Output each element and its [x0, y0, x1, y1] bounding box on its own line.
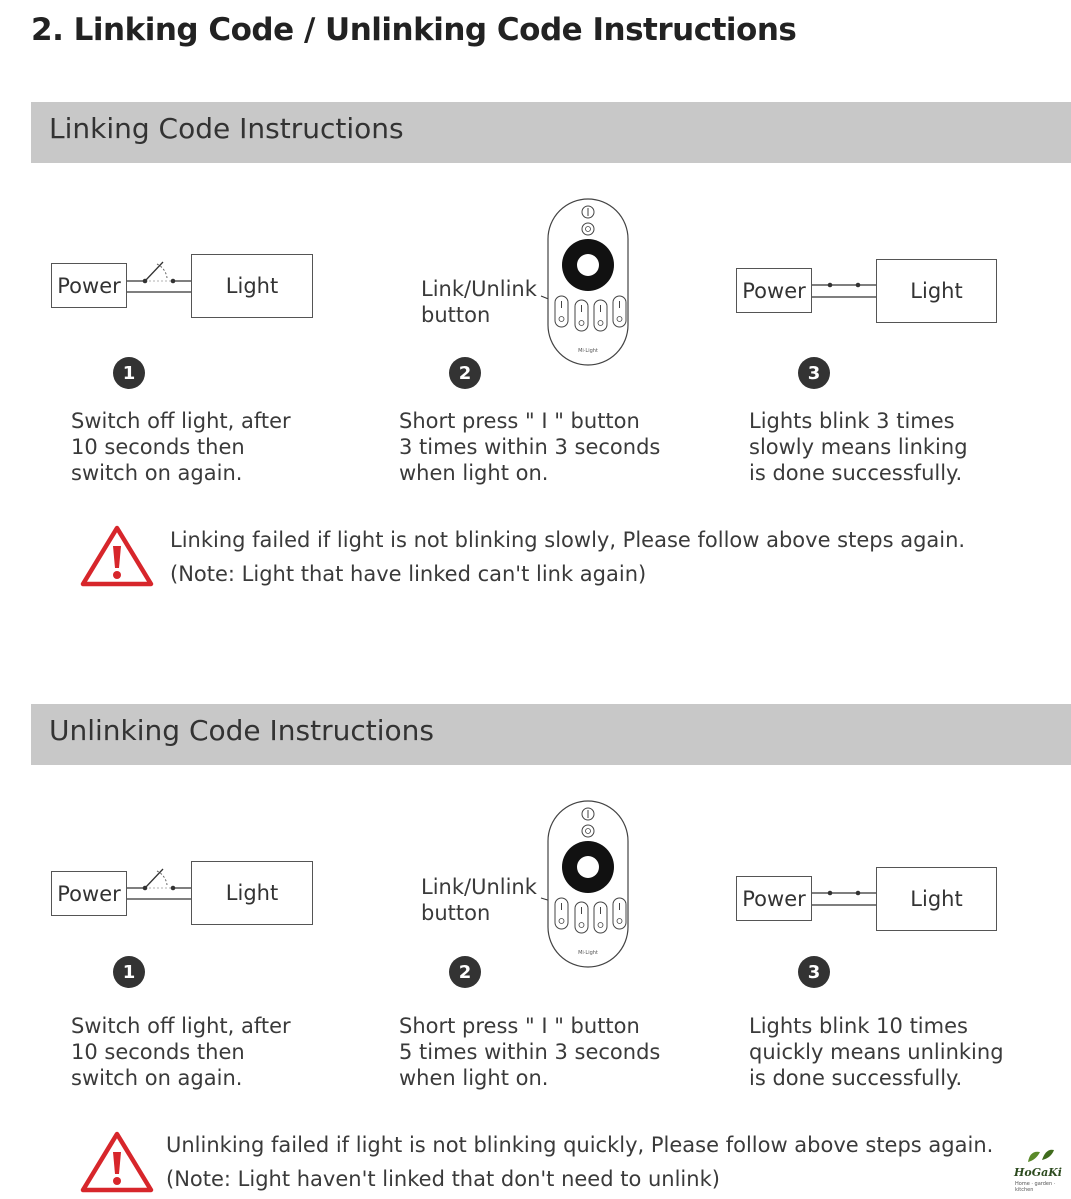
step-number: 2	[449, 956, 481, 988]
power-box: Power	[51, 263, 127, 308]
warning-line: Unlinking failed if light is not blinking quickly, Please follow above steps again.	[166, 1133, 994, 1157]
closed-circuit-icon	[812, 275, 878, 305]
step-number: 3	[798, 357, 830, 389]
warning-message	[170, 523, 965, 591]
remote-brand: Mi·Light	[578, 348, 598, 354]
warning-icon	[80, 1130, 154, 1194]
link-unlink-label: Link/Unlink button	[421, 875, 537, 925]
light-box: Light	[876, 867, 997, 931]
step-number: 1	[113, 956, 145, 988]
step-text: Switch off light, after 10 seconds then switch on again.	[71, 409, 291, 485]
step-text: Lights blink 10 times quickly means unlinking is done successfully.	[749, 1014, 1004, 1090]
warning-icon	[80, 524, 154, 588]
step-text: Lights blink 3 times slowly means linking is done successfully.	[749, 409, 968, 485]
remote-control-icon	[515, 196, 635, 370]
light-box: Light	[876, 259, 997, 323]
power-box: Power	[51, 871, 127, 916]
unlinking-section-banner	[31, 704, 1071, 765]
step-number: 3	[798, 956, 830, 988]
warning-note: (Note: Light haven't linked that don't need to unlink)	[166, 1167, 720, 1191]
logo-tagline: Home · garden · kitchen	[1015, 1181, 1056, 1193]
warning-message	[166, 1128, 993, 1196]
step-number: 1	[113, 357, 145, 389]
step-text: Short press " I " button 3 times within 3 seconds when light on.	[399, 409, 661, 485]
linking-section-banner	[31, 102, 1071, 163]
step-text: Short press " I " button 5 times within 3 seconds when light on.	[399, 1014, 661, 1090]
link-unlink-label: Link/Unlink button	[421, 277, 537, 327]
remote-control-icon	[515, 798, 635, 972]
leaf-logo-icon	[1024, 1146, 1056, 1166]
logo-wordmark: HoGaKi	[1014, 1166, 1062, 1179]
linking-section-title: Linking Code Instructions	[49, 112, 404, 145]
light-box: Light	[191, 254, 313, 318]
unlinking-section-title: Unlinking Code Instructions	[49, 714, 434, 747]
power-box: Power	[736, 876, 812, 921]
light-box: Light	[191, 861, 313, 925]
step-number: 2	[449, 357, 481, 389]
warning-note: (Note: Light that have linked can't link again)	[170, 562, 647, 586]
closed-circuit-icon	[812, 883, 878, 913]
power-box: Power	[736, 268, 812, 313]
switch-open-icon	[127, 252, 193, 302]
warning-line: Linking failed if light is not blinking slowly, Please follow above steps again.	[170, 528, 966, 552]
page-title: 2. Linking Code / Unlinking Code Instructions	[31, 12, 797, 48]
step-text: Switch off light, after 10 seconds then switch on again.	[71, 1014, 291, 1090]
switch-open-icon	[127, 859, 193, 909]
remote-brand: Mi·Light	[578, 950, 598, 956]
